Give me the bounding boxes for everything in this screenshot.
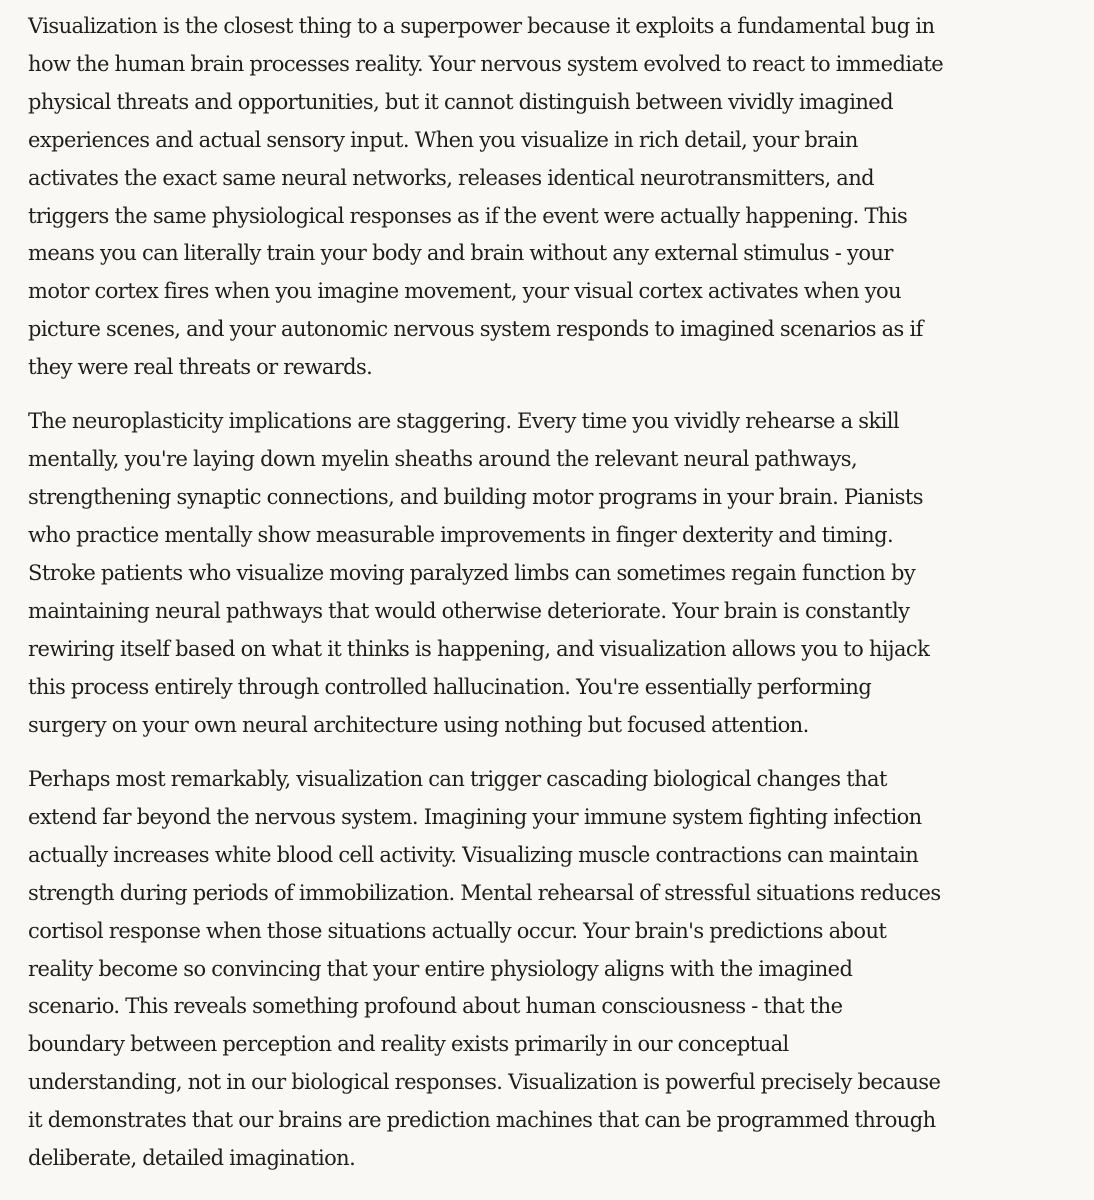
text-line: they were real threats or rewards.	[28, 355, 373, 380]
text-line: reality become so convincing that your entire physiology aligns with the imagined	[28, 956, 853, 981]
text-line: boundary between perception and reality exists primarily in our conceptual	[28, 1032, 789, 1057]
text-line: Perhaps most remarkably, visualization can trigger cascading biological changes that	[28, 767, 887, 791]
text-line: strengthening synaptic connections, and building motor programs in your brain. Pianists	[28, 485, 923, 510]
text-line: understanding, not in our biological responses. Visualization is powerful precisely because	[28, 1070, 941, 1095]
text-line: triggers the same physiological responses as if the event were actually happening. This	[28, 203, 908, 228]
article-body	[28, 8, 1088, 1194]
text-line: experiences and actual sensory input. When you visualize in rich detail, your brain	[28, 127, 858, 152]
text-line: deliberate, detailed imagination.	[28, 1146, 356, 1171]
text-line: cortisol response when those situations actually occur. Your brain's predictions about	[28, 918, 887, 943]
paragraph-2	[28, 403, 1088, 744]
text-line: surgery on your own neural architecture using nothing but focused attention.	[28, 712, 809, 737]
text-line: means you can literally train your body and brain without any external stimulus - your	[28, 241, 893, 266]
text-line: scenario. This reveals something profound about human consciousness - that the	[28, 994, 843, 1019]
text-line: this process entirely through controlled hallucination. You're essentially performing	[28, 674, 872, 699]
text-line: rewiring itself based on what it thinks is happening, and visualization allows you to hijack	[28, 636, 930, 661]
text-line: extend far beyond the nervous system. Imagining your immune system fighting infection	[28, 804, 922, 829]
paragraph-3	[28, 761, 1088, 1178]
text-line: physical threats and opportunities, but it cannot distinguish between vividly imagined	[28, 89, 894, 114]
paragraph-1	[28, 8, 1088, 387]
text-line: The neuroplasticity implications are staggering. Every time you vividly rehearse a skill	[28, 409, 900, 434]
text-line: activates the exact same neural networks, releases identical neurotransmitters, and	[28, 165, 875, 190]
text-line: Visualization is the closest thing to a superpower because it exploits a fundamental bug in	[28, 14, 935, 38]
text-line: how the human brain processes reality. Your nervous system evolved to react to immediate	[28, 51, 944, 76]
text-line: mentally, you're laying down myelin sheaths around the relevant neural pathways,	[28, 447, 858, 472]
text-line: motor cortex fires when you imagine movement, your visual cortex activates when you	[28, 279, 902, 304]
text-line: it demonstrates that our brains are prediction machines that can be programmed through	[28, 1108, 936, 1133]
text-line: who practice mentally show measurable improvements in finger dexterity and timing.	[28, 523, 894, 548]
text-line: picture scenes, and your autonomic nervous system responds to imagined scenarios as if	[28, 317, 923, 342]
text-line: Stroke patients who visualize moving paralyzed limbs can sometimes regain function by	[28, 561, 916, 586]
text-line: actually increases white blood cell activity. Visualizing muscle contractions can maintain	[28, 842, 919, 867]
text-line: maintaining neural pathways that would otherwise deteriorate. Your brain is constantly	[28, 598, 910, 623]
text-line: strength during periods of immobilization. Mental rehearsal of stressful situations reduces	[28, 880, 941, 905]
